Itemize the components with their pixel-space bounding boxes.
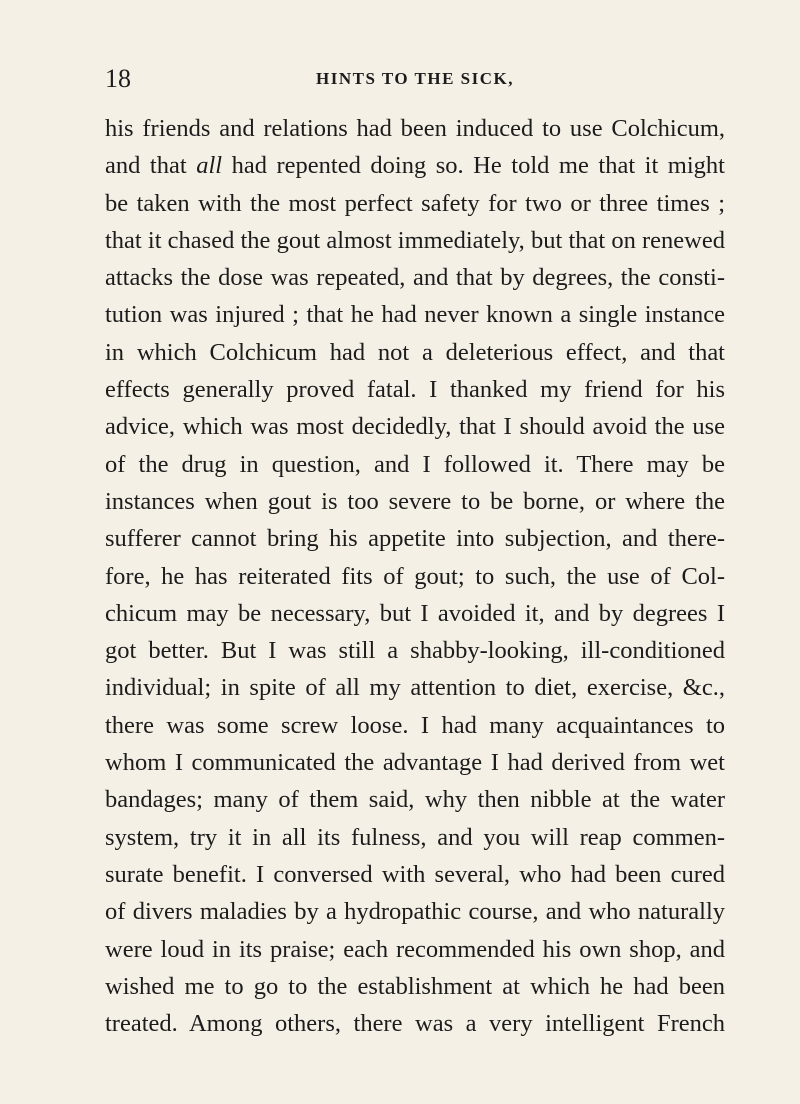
text-line: individual; in spite of all my attention to diet, exercise, &c., <box>105 674 725 702</box>
text-line: got better. But I was still a shabby-looking, ill-conditioned <box>105 637 725 665</box>
text-line: chicum may be necessary, but I avoided it, and by degrees I <box>105 599 725 627</box>
text-line: sufferer cannot bring his appetite into subjection, and there- <box>105 525 725 553</box>
text-line: in which Colchicum had not a deleterious effect, and that <box>105 338 725 366</box>
text-line: his friends and relations had been induced to use Colchicum, <box>105 115 725 142</box>
text-line: that it chased the gout almost immediately, but that on renewed <box>105 226 725 254</box>
running-title: HINTS TO THE SICK, <box>315 69 515 88</box>
text-line: tution was injured ; that he had never known a single instance <box>105 301 725 329</box>
text-line: surate benefit. I conversed with several, who had been cured <box>105 860 725 888</box>
text-line: of divers maladies by a hydropathic course, and who naturally <box>105 898 725 926</box>
text-line: bandages; many of them said, why then nibble at the water <box>105 786 725 814</box>
body-text <box>105 110 725 1042</box>
text-line: advice, which was most decidedly, that I should avoid the use <box>105 413 725 441</box>
text-line: were loud in its praise; each recommended his own shop, and <box>105 935 725 963</box>
text-line: whom I communicated the advantage I had derived from wet <box>105 749 725 777</box>
text-line: attacks the dose was repeated, and that by degrees, the consti- <box>105 264 725 292</box>
text-line: be taken with the most perfect safety for two or three times ; <box>105 189 725 217</box>
text-line: system, try it in all its fulness, and you will reap commen- <box>105 823 725 851</box>
italic-emphasis: all <box>196 152 223 180</box>
page-number: 18 <box>105 64 131 93</box>
text-line: effects generally proved fatal. I thanked my friend for his <box>105 376 725 404</box>
page-header <box>105 62 725 96</box>
text-line: wished me to go to the establishment at which he had been <box>105 972 725 1000</box>
text-line: of the drug in question, and I followed it. There may be <box>105 450 725 478</box>
text-line: instances when gout is too severe to be borne, or where the <box>105 487 725 515</box>
text-line: there was some screw loose. I had many acquaintances to <box>105 711 725 739</box>
text-line: treated. Among others, there was a very intelligent French <box>105 1010 725 1038</box>
text-line: fore, he has reiterated fits of gout; to such, the use of Col- <box>105 562 725 590</box>
text-line: and that all had repented doing so. He told me that it might <box>105 152 725 180</box>
